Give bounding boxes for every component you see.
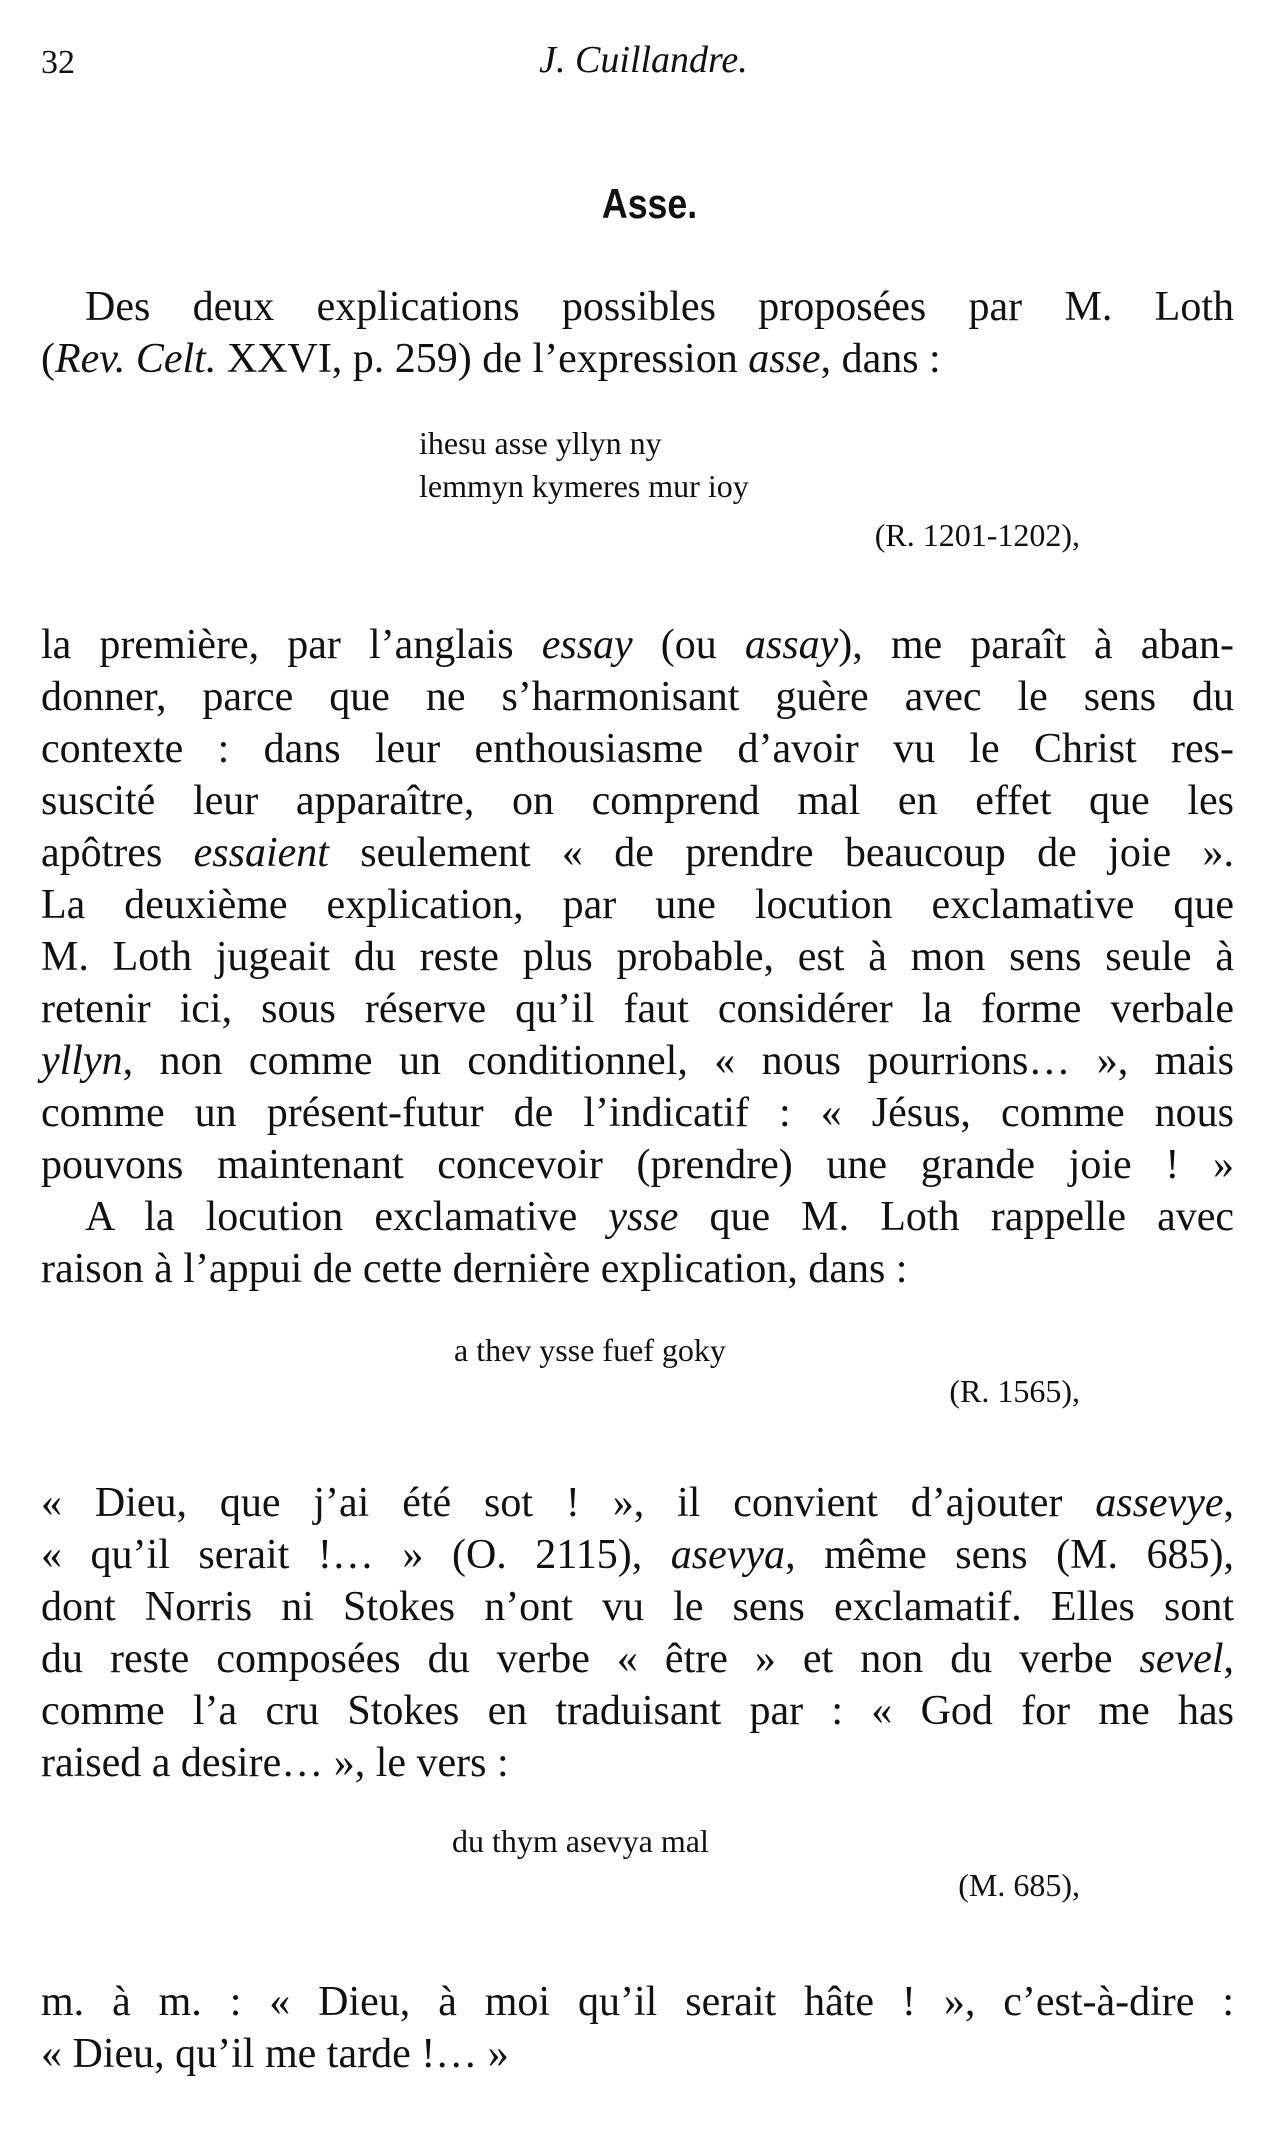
- text-line: [41, 1633, 1234, 1685]
- verse-line: ihesu asse yllyn ny: [419, 425, 662, 461]
- italic-term: asse: [748, 336, 821, 382]
- text-run: ), me paraît à aban-: [838, 622, 1234, 668]
- section-title: Asse.: [601, 180, 698, 227]
- text-run: A la locution exclamative: [85, 1194, 609, 1240]
- italic-term: ysse: [608, 1194, 679, 1240]
- text-run: XXVI, p. 259) de l’expression: [216, 336, 749, 382]
- text-line: [41, 1581, 1234, 1633]
- text-line: [41, 281, 1234, 333]
- text-line: [41, 1976, 1234, 2028]
- verse-reference: (M. 685),: [958, 1867, 1080, 1903]
- text-line: [41, 775, 1234, 827]
- text-run: suscité leur apparaître, on comprend mal en effet que les: [41, 778, 1234, 824]
- text-line: [41, 1087, 1234, 1139]
- text-run: seulement « de prendre beaucoup de joie ».: [328, 830, 1234, 876]
- text-run: M. Loth jugeait du reste plus probable, est à mon sens seule à: [41, 934, 1234, 980]
- text-line: [41, 619, 1234, 671]
- text-line: [41, 1191, 1234, 1243]
- text-run: m. à m. : « Dieu, à moi qu’il serait hâte ! », c’est-à-dire :: [41, 1979, 1234, 2025]
- text-run: apôtres: [41, 830, 194, 876]
- text-run: Des deux explications possibles proposées par M. Loth: [85, 284, 1234, 330]
- italic-term: essaient: [193, 830, 329, 876]
- text-line: [41, 1035, 1234, 1087]
- verse-line: lemmyn kymeres mur ioy: [419, 468, 749, 504]
- text-run: la première, par l’anglais: [41, 622, 542, 668]
- text-line: [41, 1737, 1234, 1789]
- verse-reference: (R. 1201-1202),: [874, 517, 1080, 553]
- verse-reference: (R. 1565),: [949, 1373, 1080, 1409]
- text-run: retenir ici, sous réserve qu’il faut considérer la forme verbale: [41, 986, 1234, 1032]
- text-line: [41, 827, 1234, 879]
- text-line: [41, 1477, 1234, 1529]
- italic-term: assay: [744, 622, 839, 668]
- text-line: [41, 333, 1234, 385]
- text-run: comme l’a cru Stokes en traduisant par : « God for me has: [41, 1688, 1234, 1734]
- text-line: [41, 983, 1234, 1035]
- text-run: raison à l’appui de cette dernière explication, dans :: [41, 1246, 908, 1292]
- text-run: , non comme un conditionnel, « nous pourrions… », mais: [122, 1038, 1234, 1084]
- text-run: donner, parce que ne s’harmonisant guère avec le sens du: [41, 674, 1234, 720]
- text-run: du reste composées du verbe « être » et non du verbe: [41, 1636, 1140, 1682]
- text-run: ,: [1223, 1480, 1234, 1526]
- text-run: , même sens (M. 685),: [785, 1532, 1234, 1578]
- verse-line: a thev ysse fuef goky: [454, 1332, 726, 1368]
- text-run: pouvons maintenant concevoir (prendre) une grande joie ! »: [41, 1142, 1234, 1188]
- text-line: [41, 1243, 1234, 1295]
- verse-line: du thym asevya mal: [452, 1823, 709, 1859]
- text-run: « Dieu, que j’ai été sot ! », il convient d’ajouter: [41, 1480, 1096, 1526]
- text-line: [41, 671, 1234, 723]
- text-line: [41, 1685, 1234, 1737]
- text-run: « qu’il serait !… » (O. 2115),: [41, 1532, 671, 1578]
- text-run: , dans :: [820, 336, 941, 382]
- page-number: 32: [41, 44, 75, 81]
- italic-term: yllyn: [41, 1038, 123, 1084]
- italic-term: essay: [541, 622, 633, 668]
- running-head: J. Cuillandre.: [539, 39, 748, 81]
- text-run: ,: [1223, 1636, 1234, 1682]
- text-line: [41, 931, 1234, 983]
- text-run: contexte : dans leur enthousiasme d’avoir vu le Christ res-: [41, 726, 1234, 772]
- text-line: [41, 2028, 1234, 2080]
- text-line: [41, 723, 1234, 775]
- text-line: [41, 1139, 1234, 1191]
- text-run: que M. Loth rappelle avec: [678, 1194, 1235, 1240]
- text-run: dont Norris ni Stokes n’ont vu le sens exclamatif. Elles sont: [41, 1584, 1234, 1630]
- text-line: [41, 1529, 1234, 1581]
- italic-term: Rev. Celt.: [55, 336, 217, 382]
- text-run: « Dieu, qu’il me tarde !… »: [41, 2031, 509, 2077]
- text-run: (ou: [632, 622, 745, 668]
- text-run: La deuxième explication, par une locution exclamative que: [41, 882, 1234, 928]
- text-line: [41, 879, 1234, 931]
- italic-term: asevya: [670, 1532, 786, 1578]
- italic-term: sevel: [1139, 1636, 1224, 1682]
- text-run: raised a desire… », le vers :: [41, 1740, 509, 1786]
- italic-term: assevye: [1095, 1480, 1224, 1526]
- text-run: (: [41, 336, 55, 382]
- text-run: comme un présent-futur de l’indicatif : « Jésus, comme nous: [41, 1090, 1234, 1136]
